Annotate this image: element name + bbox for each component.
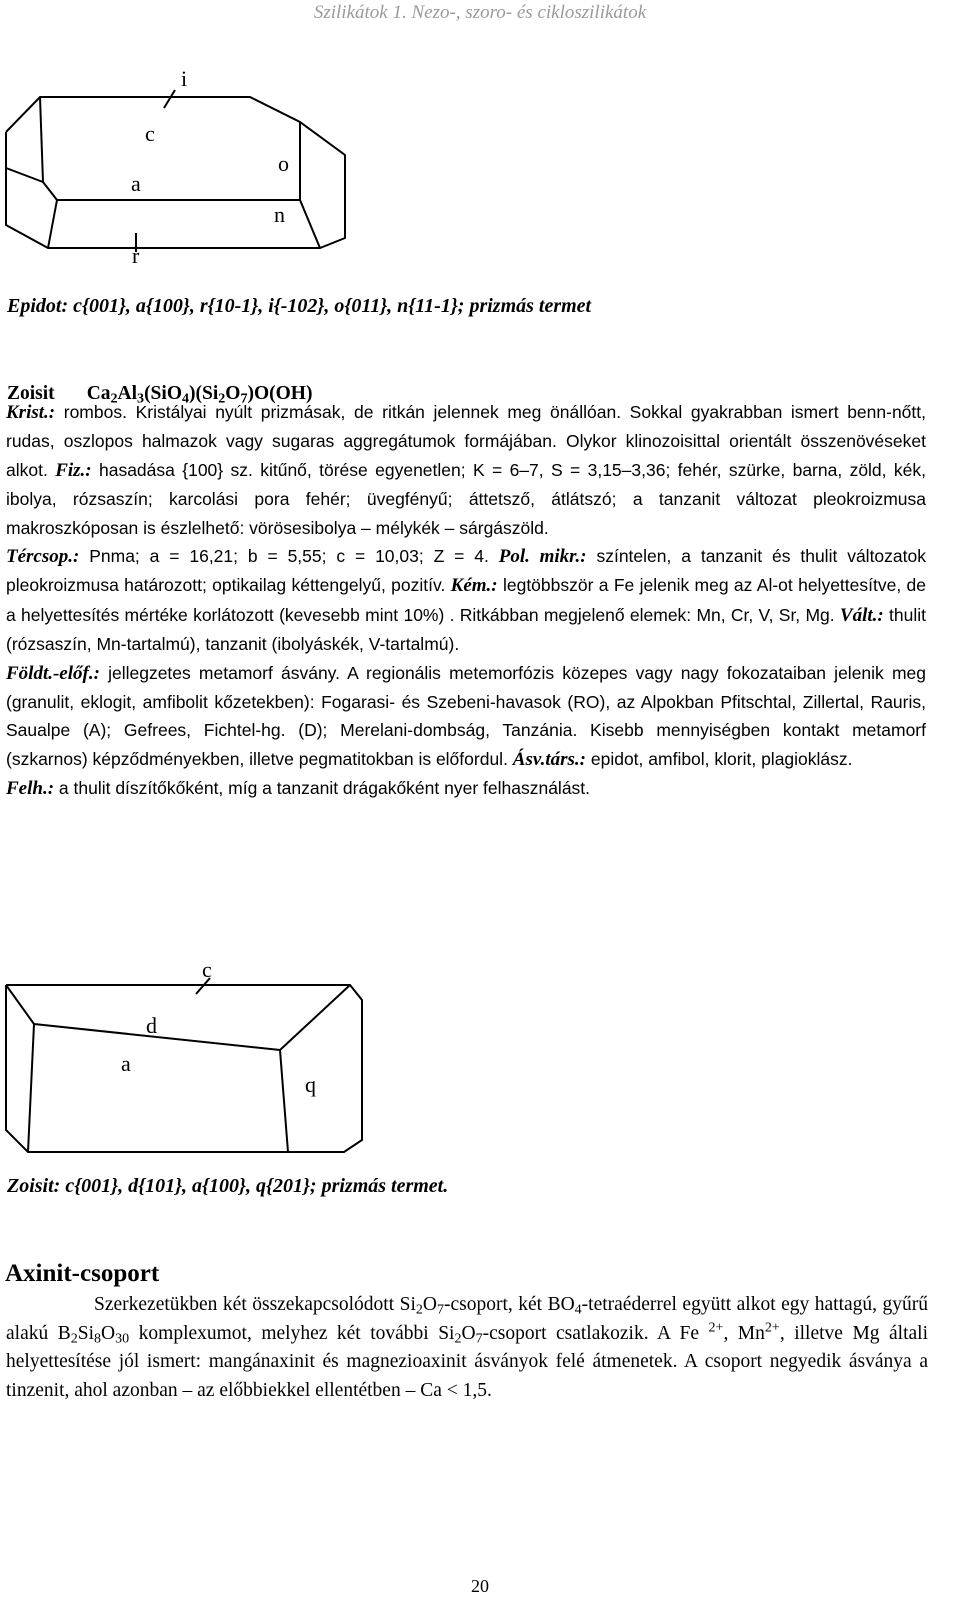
face-label-d: d (146, 1013, 157, 1038)
face-label-a: a (121, 1051, 131, 1076)
mineral-name: Zoisit (7, 383, 55, 404)
epidot-crystal-drawing (0, 60, 420, 280)
face-label-a: a (131, 171, 141, 196)
face-label-o: o (278, 151, 289, 176)
zoisit-caption: Zoisit: c{001}, d{101}, a{100}, q{201}; prizmás termet. (7, 1175, 449, 1197)
face-label-n: n (274, 202, 285, 227)
face-label-r: r (132, 243, 140, 268)
krist-label: Krist.: (6, 402, 56, 423)
page-number: 20 (471, 1576, 489, 1596)
zoisit-description: Krist.: rombos. Kristályai nyúlt prizmásak, de ritkán jelennek meg önállóan. Sokkal gyakrabban ismert benn-nőtt, rudas, oszlopos halmazok vagy sugaras aggregátumok formájában. Olykor klinozoisittal orientált összenövéseket alkot. Fiz.: hasadása {100} sz. kitűnő, törése egyenetlen; K = 6–7, S = 3,15–3,36; fehér, szürke, barna, zöld, kék, ibolya, rózsaszín; karcolási pora fehér; üvegfényű; áttetsző, átlátszó; a tanzanit változat pleokroizmusa makroszkóposan is észlelhető: vörösesibolya – mélykék – sárgászöld. Tércsop.: Pnma; a = 16,21; b = 5,55; c = 10,03; Z = 4. Pol. mikr.: színtelen, a tanzanit és thulit változatok pleokroizmusa határozott; optikailag kéttengelyű, pozitív. Kém.: legtöbbször a Fe jelenik meg az Al-ot helyettesítve, de a helyettesítés mértéke korlátozott (kevesebb mint 10%) . Ritkábban megjelenő elemek: Mn, Cr, V, Sr, Mg. Vált.: thulit (rózsaszín, Mn-tartalmú), tanzanit (ibolyáskék, V-tartalmú). Földt.-előf.: jellegzetes metamorf ásvány. A regionális metemorfózis közepes vagy nagy fokozataiban jelenik meg (granulit, eklogit, amfibolit kőzetekben): Fogarasi- és Szebeni-havasok (RO), az Alpokban Pfitschtal, Zillertal, Rauris, Saualpe (A); Gefrees, Fichtel-hg. (D); Merelani-dombság, Tanzánia. Kisebb mennyiségben kontakt metamorf (szkarnos) képződményekben, illetve pegmatitokban is előfordul. Ásv.társ.: epidot, amfibol, klorit, plagioklász. Felh.: a thulit díszítőkőként, míg a tanzanit drágakőként nyer felhasználást. (6, 402, 927, 800)
felh-label: Felh.: (6, 778, 55, 800)
face-label-q: q (305, 1072, 316, 1097)
face-label-c: c (202, 957, 212, 982)
fiz-label: Fiz.: (55, 459, 92, 481)
axinit-paragraph: Szerkezetükben két összekapcsolódott $Si_2O_7$-csoport, két $BO_4$-tetraéderrel együtt alkot egy hattagú, gyűrű alakú $B_2Si_8O_{30}$ komplexumot, melyhez két további $Si_2O_7$-csoport csatlakozik. A Fe $^{2+}$, $Mn^{2+}$, illetve Mg általi helyettesítése jól ismert: mangánaxinit és magnezioaxinit ásványok felé átmenetek. A csoport negyedik ásványa a tinzenit, ahol azonban – az előbbiekkel ellentétben – Ca < 1,5. (6, 1294, 929, 1401)
epidot-caption: Epidot: c{001}, a{100}, r{10-1}, i{-102}, o{011}, n{11-1}; prizmás termet (7, 295, 592, 317)
pol-mikr-label: Pol. mikr.: (498, 546, 587, 568)
tercsop-label: Tércsop.: (6, 546, 80, 568)
foldt-label: Földt.-előf.: (6, 662, 100, 684)
chemical-formula: $Ca_2Al_3(SiO_4)(Si_2O_7)O(OH)$ (86, 383, 313, 407)
face-label-i: i (181, 66, 188, 91)
running-header: Szilikátok 1. Nezo-, szoro- és cikloszilikátok (313, 2, 647, 23)
asv-tars-label: Ásv.társ.: (512, 748, 586, 770)
zoisit-crystal-drawing (0, 955, 420, 1155)
axinit-heading: Axinit-csoport (5, 1260, 160, 1287)
kem-label: Kém.: (450, 575, 498, 597)
face-label-c: c (145, 121, 155, 146)
valt-label: Vált.: (839, 604, 884, 626)
